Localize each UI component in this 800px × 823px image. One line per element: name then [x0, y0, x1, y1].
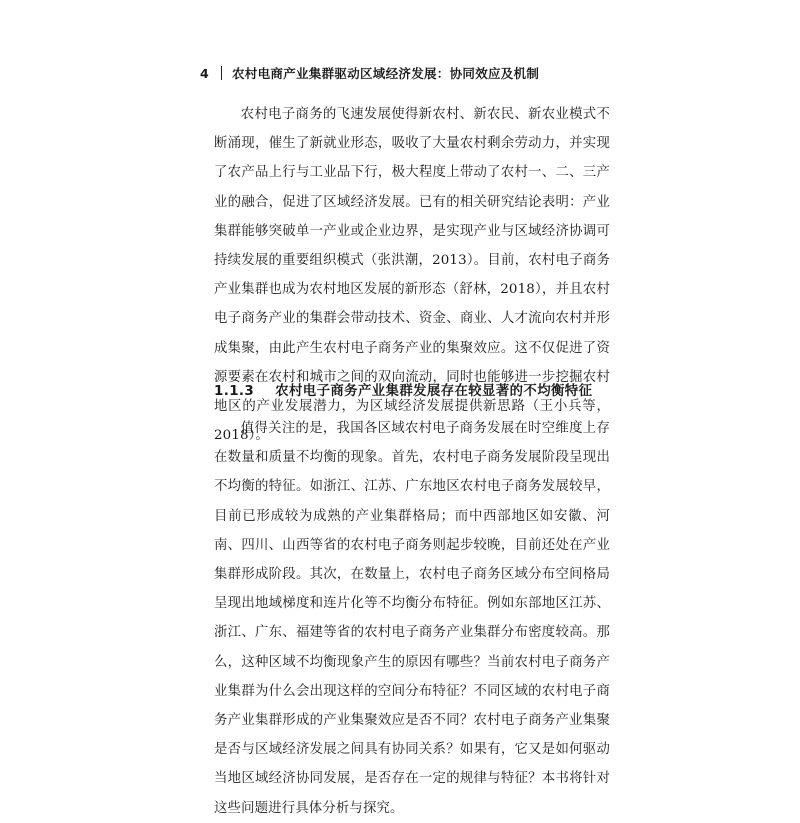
paragraph-text: 农村电子商务的飞速发展使得新农村、新农民、新农业模式不断涌现，催生了新就业形态，吸收了大量农村剩余劳动力，并实现了农产品上行与工业品下行，极大程度上带动了农村一、二、三产业的融合，促进了区域经济发展。已有的相关研究结论表明：产业集群能够突破单一产业或企业边界，是实现产业与区域经济协调可持续发展的重要组织模式（张洪潮，2013）。目前，农村电子商务产业集群也成为农村地区发展的新形态（舒林，2018），并且农村电子商务产业的集群会带动技术、资金、商业、人才流向农村并形成集聚，由此产生农村电子商务产业的集聚效应。这不仅促进了资源要素在农村和城市之间的双向流动，同时也能够进一步挖掘农村地区的产业发展潜力，为区域经济发展提供新思路（王小兵等，2018）。: [214, 107, 610, 444]
page-header: [200, 64, 539, 82]
section-heading: [214, 380, 592, 399]
paragraph-text: 值得关注的是，我国各区域农村电子商务发展在时空维度上存在数量和质量不均衡的现象。首先，农村电子商务发展阶段呈现出不均衡的特征。如浙江、江苏、广东地区农村电子商务发展较早，目前已形成较为成熟的产业集群格局；而中西部地区如安徽、河南、四川、山西等省的农村电子商务则起步较晚，目前还处在产业集群形成阶段。其次，在数量上，农村电子商务区域分布空间格局呈现出地域梯度和连片化等不均衡分布特征。例如东部地区江苏、浙江、广东、福建等省的农村电子商务产业集群分布密度较高。那么，这种区域不均衡现象产生的原因有哪些？当前农村电子商务产业集群为什么会出现这样的空间分布特征？不同区域的农村电子商务产业集群形成的产业集聚效应是否不同？农村电子商务产业集聚是否与区域经济发展之间具有协同关系？如果有，它又是如何驱动当地区域经济协同发展，是否存在一定的规律与特征？本书将针对这些问题进行具体分析与探究。: [214, 421, 610, 816]
section-number: 1.1.3: [214, 384, 255, 399]
running-title: 农村电商产业集群驱动区域经济发展：协同效应及机制: [232, 66, 540, 81]
body-paragraph-2: [214, 414, 610, 823]
page-number: 4: [200, 65, 209, 81]
header-divider: [221, 66, 222, 80]
section-title: 农村电子商务产业集群发展存在较显著的不均衡特征: [275, 384, 593, 399]
